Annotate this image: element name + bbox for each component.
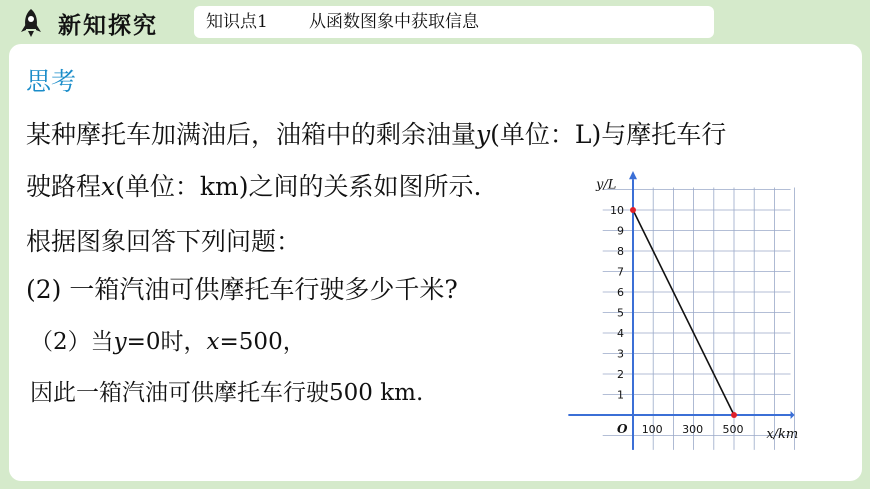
text-span: (单位：km)之间的关系如图所示. bbox=[115, 172, 482, 201]
x-tick-label: 500 bbox=[722, 423, 744, 436]
think-heading: 思考 bbox=[26, 67, 77, 96]
y-tick-label: 4 bbox=[617, 327, 624, 340]
text-span: =500， bbox=[219, 329, 306, 355]
y-tick-label: 6 bbox=[617, 286, 624, 299]
y-tick-label: 8 bbox=[617, 245, 624, 258]
text-span: （2）当 bbox=[30, 329, 114, 355]
answer-line-2: 因此一箱汽油可供摩托车行驶500 km. bbox=[30, 380, 424, 406]
fuel-distance-chart bbox=[565, 165, 805, 465]
x-tick-label: 300 bbox=[682, 423, 704, 436]
y-tick-label: 2 bbox=[617, 368, 624, 381]
var-x: x bbox=[101, 172, 116, 201]
y-tick-label: 10 bbox=[610, 204, 624, 217]
origin-label: O bbox=[617, 422, 628, 436]
problem-line-3: 根据图象回答下列问题： bbox=[26, 227, 302, 256]
answer-line-1 bbox=[30, 323, 306, 356]
rocket-icon bbox=[18, 8, 44, 38]
y-tick-label: 7 bbox=[617, 265, 624, 279]
problem-line-1 bbox=[26, 115, 726, 151]
y-tick-label: 1 bbox=[617, 388, 624, 402]
section-title: 新知探究 bbox=[58, 13, 158, 39]
text-span: 某种摩托车加满油后，油箱中的剩余油量 bbox=[26, 120, 477, 149]
y-axis-arrow bbox=[629, 171, 637, 179]
question-2: (2) 一箱汽油可供摩托车行驶多少千米? bbox=[26, 275, 458, 304]
topic-box bbox=[194, 6, 714, 38]
data-point bbox=[630, 207, 636, 213]
data-point bbox=[731, 412, 737, 418]
knowledge-point-label: 知识点1 bbox=[206, 12, 268, 32]
y-tick-label: 3 bbox=[617, 347, 624, 361]
top-bar bbox=[0, 0, 870, 44]
x-axis-arrow bbox=[791, 411, 795, 419]
var-x: x bbox=[206, 329, 220, 355]
y-axis-label: y/L bbox=[596, 177, 617, 193]
x-axis-label: x/km bbox=[766, 427, 799, 442]
topic-title: 从函数图象中获取信息 bbox=[309, 12, 479, 32]
y-tick-label: 9 bbox=[617, 224, 624, 238]
x-tick-label: 100 bbox=[641, 423, 663, 436]
var-y: y bbox=[113, 329, 127, 355]
text-span: =0时， bbox=[126, 329, 207, 355]
text-span: (单位：L)与摩托车行 bbox=[490, 120, 727, 149]
var-y: y bbox=[476, 120, 491, 149]
text-span: 驶路程 bbox=[26, 172, 102, 201]
y-tick-label: 5 bbox=[617, 306, 624, 320]
problem-line-2 bbox=[26, 167, 481, 203]
